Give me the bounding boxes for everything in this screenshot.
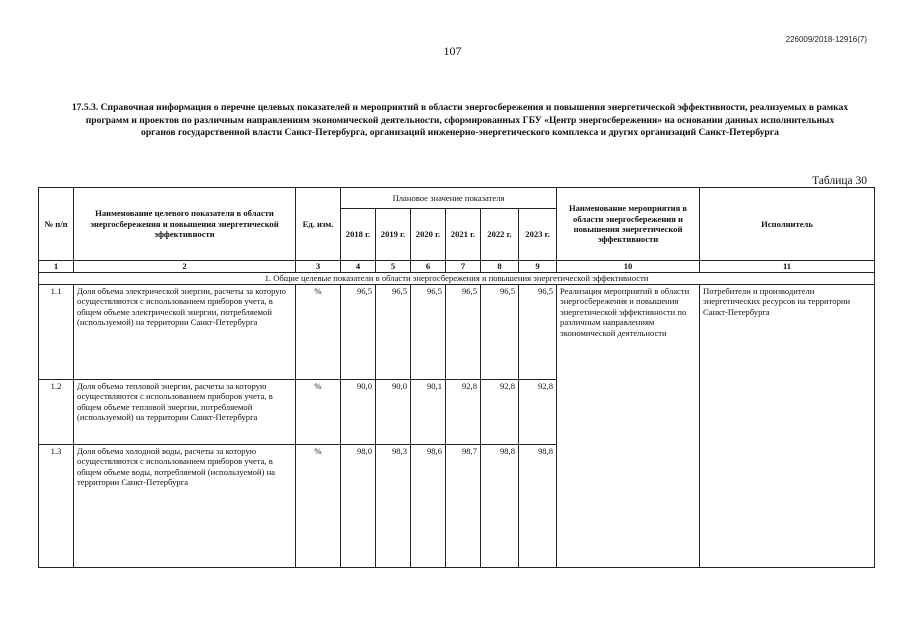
table-caption: Таблица 30 — [812, 175, 867, 187]
measure-cell: Реализация мероприятий в области энергосбережения и повышения энергетической эффективности по различным направлениям экономической деятельности — [557, 285, 700, 568]
executor-cell: Потребители и производители энергетических ресурсов на территории Санкт-Петербурга — [700, 285, 875, 568]
header-year: 2021 г. — [446, 209, 481, 261]
column-numbers-row — [39, 261, 875, 273]
row-value: 92,8 — [446, 380, 481, 445]
header-year: 2020 г. — [411, 209, 446, 261]
header-year: 2022 г. — [481, 209, 519, 261]
column-number: 8 — [481, 261, 519, 273]
row-unit: % — [296, 445, 341, 568]
column-number: 2 — [74, 261, 296, 273]
row-value: 90,1 — [411, 380, 446, 445]
section-heading: 17.5.3. Справочная информация о перечне целевых показателей и мероприятий в области энергосбережения и повышения энергетической эффективности, реализуемых в рамках программ и проектов по различным направлениям экономической деятельности, сформированных ГБУ «Центр энергосбережения» на основании данных исполнительных органов государственной власти Санкт-Петербурга, организаций инженерно-энергетического комплекса и других организаций Санкт-Петербурга — [71, 102, 849, 138]
row-value: 96,5 — [481, 285, 519, 380]
row-value: 98,3 — [376, 445, 411, 568]
row-value: 98,6 — [411, 445, 446, 568]
document-id: 226009/2018-12916(7) — [785, 35, 867, 44]
column-number: 4 — [341, 261, 376, 273]
row-unit: % — [296, 285, 341, 380]
indicators-table-wrapper — [38, 187, 874, 568]
header-unit: Ед. изм. — [296, 188, 341, 261]
header-executor: Исполнитель — [700, 188, 875, 261]
column-number: 1 — [39, 261, 74, 273]
section-title: 1. Общие целевые показатели в области энергосбережения и повышения энергетической эффективности — [39, 273, 875, 285]
row-value: 98,8 — [481, 445, 519, 568]
column-number: 3 — [296, 261, 341, 273]
column-number: 5 — [376, 261, 411, 273]
column-number: 7 — [446, 261, 481, 273]
column-number: 11 — [700, 261, 875, 273]
column-number: 6 — [411, 261, 446, 273]
column-number: 10 — [557, 261, 700, 273]
row-num: 1.1 — [39, 285, 74, 380]
header-year: 2023 г. — [519, 209, 557, 261]
row-value: 96,5 — [411, 285, 446, 380]
header-num: № п/п — [39, 188, 74, 261]
header-row-top — [39, 188, 875, 209]
section-row — [39, 273, 875, 285]
row-value: 96,5 — [519, 285, 557, 380]
row-indicator-name: Доля объема тепловой энергии, расчеты за которую осуществляются с использованием приборов учета, в общем объеме тепловой энергии, потребляемой (используемой) на территории Санкт-Петербурга — [74, 380, 296, 445]
header-year: 2018 г. — [341, 209, 376, 261]
page-number: 107 — [443, 44, 462, 58]
row-value: 96,5 — [446, 285, 481, 380]
row-value: 98,0 — [341, 445, 376, 568]
row-num: 1.3 — [39, 445, 74, 568]
row-unit: % — [296, 380, 341, 445]
row-indicator-name: Доля объема электрической энергии, расчеты за которую осуществляются с использованием приборов учета, в общем объеме электрической энергии, потребляемой (используемой) на территории Санкт-Петербурга — [74, 285, 296, 380]
row-value: 96,5 — [341, 285, 376, 380]
column-number: 9 — [519, 261, 557, 273]
row-indicator-name: Доля объема холодной воды, расчеты за которую осуществляются с использованием приборов учета, в общем объеме воды, потребляемой (используемой) на территории Санкт-Петербурга — [74, 445, 296, 568]
row-value: 96,5 — [376, 285, 411, 380]
row-value: 90,0 — [376, 380, 411, 445]
header-indicator: Наименование целевого показателя в области энергосбережения и повышения энергетической эффективности — [74, 188, 296, 261]
header-measure: Наименование мероприятия в области энергосбережения и повышения энергетической эффективности — [557, 188, 700, 261]
row-value: 92,8 — [481, 380, 519, 445]
row-value: 98,7 — [446, 445, 481, 568]
row-value: 98,8 — [519, 445, 557, 568]
table-row — [39, 285, 875, 380]
row-value: 90,0 — [341, 380, 376, 445]
row-value: 92,8 — [519, 380, 557, 445]
indicators-table — [38, 187, 875, 568]
row-num: 1.2 — [39, 380, 74, 445]
header-plan: Плановое значение показателя — [341, 188, 557, 209]
header-year: 2019 г. — [376, 209, 411, 261]
